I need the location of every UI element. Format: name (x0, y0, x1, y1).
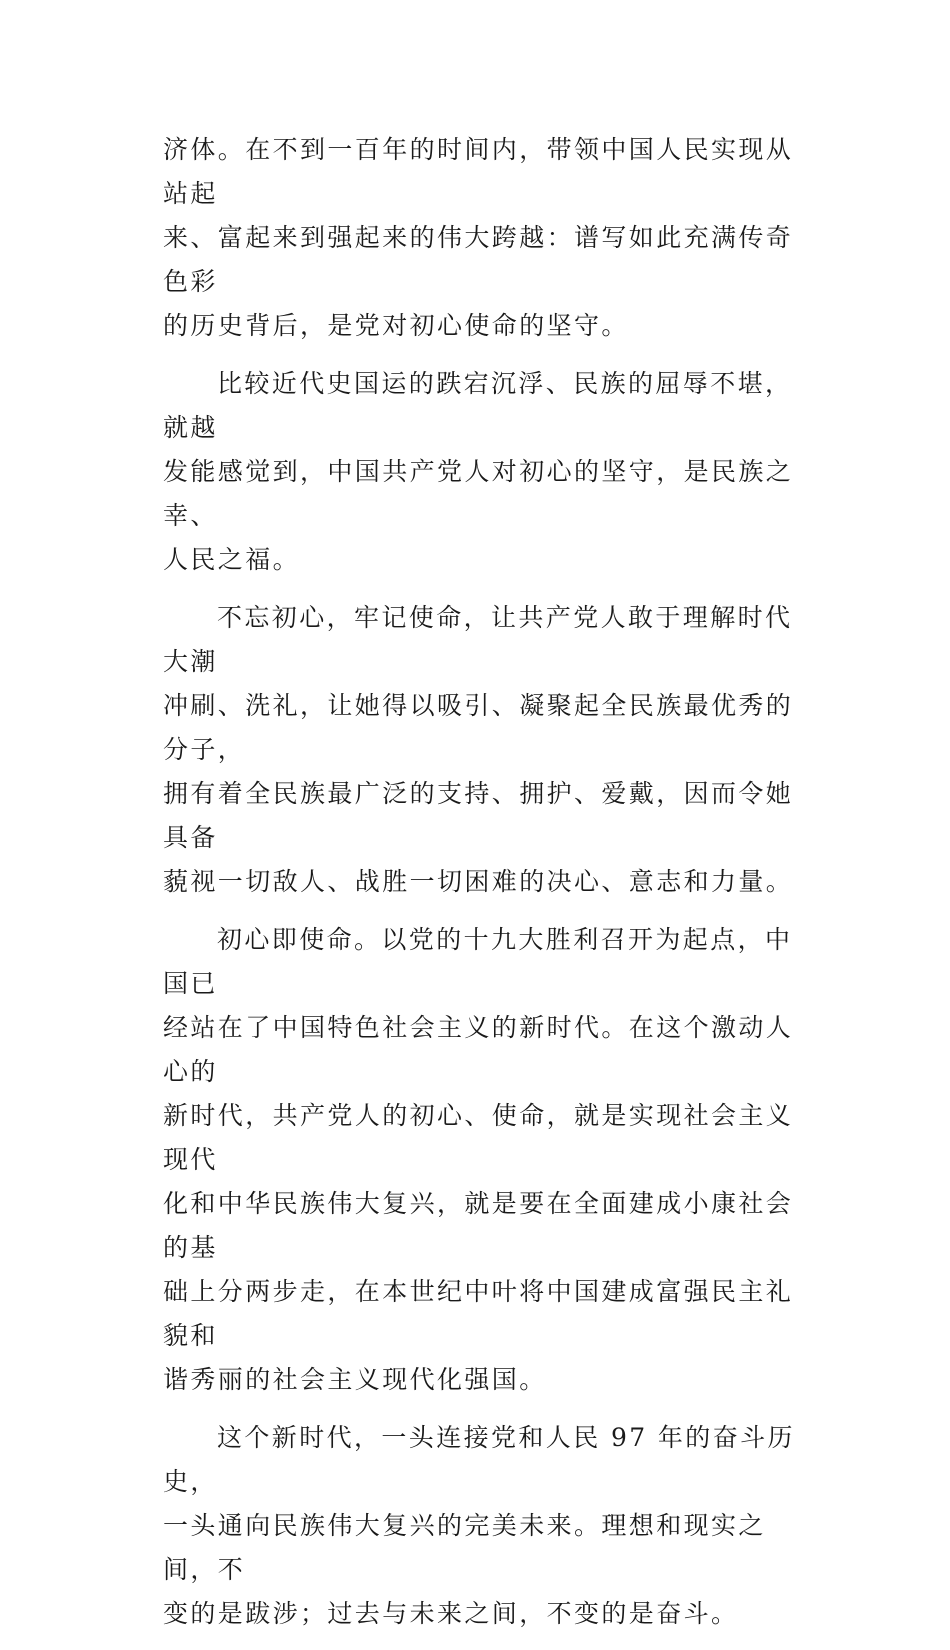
paragraph-4 (163, 918, 805, 1402)
paragraph-1-line-2: 来、富起来到强起来的伟大跨越：谱写如此充满传奇色彩 (163, 223, 794, 296)
paragraph-5-line-2: 一头通向民族伟大复兴的完美未来。理想和现实之间，不 (163, 1511, 766, 1584)
paragraph-3-line-4: 藐视一切敌人、战胜一切困难的决心、意志和力量。 (163, 867, 794, 896)
paragraph-5-line-3: 变的是跋涉；过去与未来之间，不变的是奋斗。 (163, 1599, 739, 1628)
paragraph-3 (163, 596, 805, 904)
paragraph-5-line-1: 这个新时代，一头连接党和人民 97 年的奋斗历史， (163, 1423, 795, 1496)
paragraph-3-line-1: 不忘初心，牢记使命，让共产党人敢于理解时代大潮 (163, 603, 793, 676)
document-body (163, 128, 805, 1650)
paragraph-5 (163, 1416, 805, 1636)
paragraph-4-line-1: 初心即使命。以党的十九大胜利召开为起点，中国已 (163, 925, 793, 998)
paragraph-4-line-6: 谐秀丽的社会主义现代化强国。 (163, 1365, 547, 1394)
paragraph-1-line-1: 济体。在不到一百年的时间内，带领中国人民实现从站起 (163, 135, 794, 208)
paragraph-2-line-2: 发能感觉到，中国共产党人对初心的坚守，是民族之幸、 (163, 457, 794, 530)
paragraph-4-line-3: 新时代，共产党人的初心、使命，就是实现社会主义现代 (163, 1101, 794, 1174)
paragraph-2 (163, 362, 805, 582)
paragraph-4-line-4: 化和中华民族伟大复兴，就是要在全面建成小康社会的基 (163, 1189, 794, 1262)
paragraph-1 (163, 128, 805, 348)
paragraph-4-line-2: 经站在了中国特色社会主义的新时代。在这个激动人心的 (163, 1013, 794, 1086)
paragraph-2-line-1: 比较近代史国运的跌宕沉浮、民族的屈辱不堪，就越 (163, 369, 793, 442)
paragraph-3-line-3: 拥有着全民族最广泛的支持、拥护、爱戴，因而令她具备 (163, 779, 794, 852)
paragraph-4-line-5: 础上分两步走，在本世纪中叶将中国建成富强民主礼貌和 (163, 1277, 794, 1350)
paragraph-1-line-3: 的历史背后，是党对初心使命的坚守。 (163, 311, 629, 340)
paragraph-2-line-3: 人民之福。 (163, 545, 301, 574)
paragraph-3-line-2: 冲刷、洗礼，让她得以吸引、凝聚起全民族最优秀的分子， (163, 691, 794, 764)
